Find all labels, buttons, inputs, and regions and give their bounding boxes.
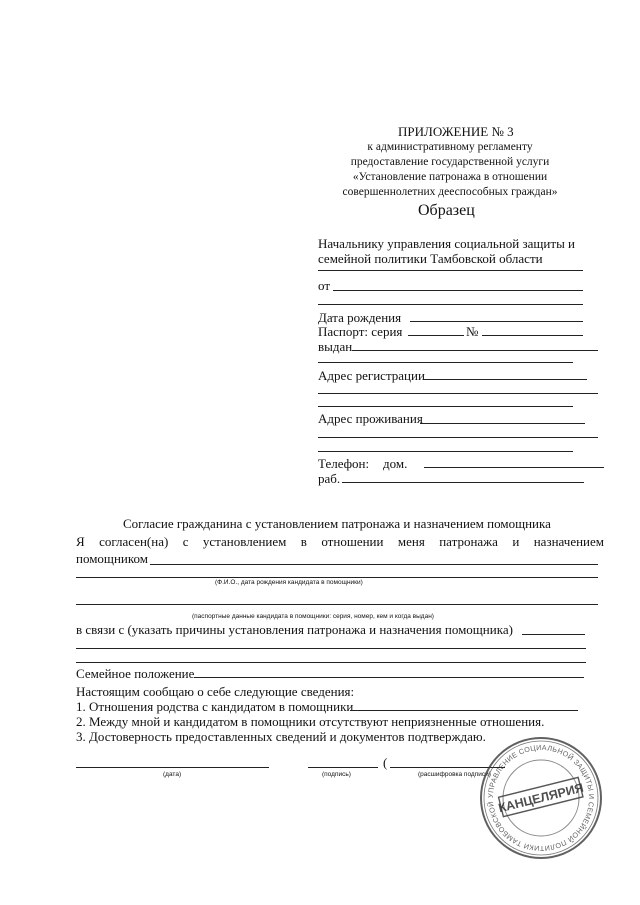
appendix-line-4: совершеннолетних дееспособных граждан» bbox=[342, 186, 558, 198]
phone-work-field[interactable] bbox=[342, 482, 584, 483]
consent-para-line-2: помощником bbox=[76, 551, 148, 566]
assistant-passport-field[interactable] bbox=[76, 604, 598, 605]
reg-address-field-3[interactable] bbox=[318, 406, 573, 407]
appendix-line-3: «Установление патронажа в отношении bbox=[352, 171, 548, 183]
phone-work-label: раб. bbox=[318, 471, 341, 486]
phone-home-label: дом. bbox=[383, 456, 408, 471]
from-field[interactable] bbox=[333, 290, 583, 291]
addressee-line-1: Начальнику управления социальной защиты и bbox=[318, 236, 576, 251]
reg-address-label: Адрес регистрации bbox=[318, 368, 425, 383]
issued-field-2[interactable] bbox=[318, 362, 573, 363]
info-item-3: 3. Достоверность предоставленных сведений и документов подтверждаю. bbox=[76, 729, 486, 744]
passport-series-field[interactable] bbox=[408, 335, 464, 336]
appendix-title: ПРИЛОЖЕНИЕ № 3 bbox=[398, 124, 514, 139]
info-intro: Настоящим сообщаю о себе следующие сведения: bbox=[76, 684, 355, 699]
signature-field[interactable] bbox=[308, 767, 378, 768]
addressee-blank[interactable] bbox=[318, 270, 583, 271]
reg-address-field[interactable] bbox=[424, 379, 587, 380]
stamp-ring-text: УПРАВЛЕНИЕ СОЦИАЛЬНОЙ ЗАЩИТЫ И СЕМЕЙНОЙ ПОЛИТИКИ ТАМБОВСКОЙ bbox=[485, 742, 597, 854]
consent-para-line-1: Я согласен(на) с установлением в отношении меня патронажа и назначением bbox=[76, 534, 604, 549]
info-item-1: 1. Отношения родства с кандидатом в помощники bbox=[76, 699, 354, 714]
family-status-field[interactable] bbox=[194, 677, 584, 678]
phone-home-field[interactable] bbox=[424, 467, 604, 468]
decode-caption: (расшифровка подписи) bbox=[418, 771, 491, 778]
from-field-2[interactable] bbox=[318, 304, 583, 305]
info-item-2: 2. Между мной и кандидатом в помощники отсутствуют неприязненные отношения. bbox=[76, 714, 545, 729]
passport-number-field[interactable] bbox=[482, 335, 583, 336]
stamp-center-text: КАНЦЕЛЯРИЯ bbox=[496, 780, 586, 816]
decode-open-paren: ( bbox=[383, 755, 388, 770]
reason-label: в связи с (указать причины установления патронажа и назначения помощника) bbox=[76, 622, 513, 637]
date-field[interactable] bbox=[76, 767, 269, 768]
birth-date-field[interactable] bbox=[410, 321, 583, 322]
family-status-label: Семейное положение bbox=[76, 666, 195, 681]
issued-field[interactable] bbox=[352, 350, 598, 351]
office-stamp bbox=[478, 735, 604, 861]
live-address-field-3[interactable] bbox=[318, 451, 573, 452]
consent-title: Согласие гражданина с установлением патронажа и назначением помощника bbox=[123, 516, 551, 531]
stamp-graphic bbox=[478, 735, 604, 861]
addressee-line-2: семейной политики Тамбовской области bbox=[318, 251, 543, 266]
issued-label: выдан bbox=[318, 339, 353, 354]
sample-label: Образец bbox=[418, 202, 475, 219]
birth-date-label: Дата рождения bbox=[318, 310, 402, 325]
assistant-name-field[interactable] bbox=[150, 564, 598, 565]
live-address-field[interactable] bbox=[420, 423, 585, 424]
caption-fio: (Ф.И.О., дата рождения кандидата в помощники) bbox=[215, 579, 363, 586]
assistant-name-field-2[interactable] bbox=[76, 577, 598, 578]
passport-number-label: № bbox=[466, 324, 479, 339]
from-label: от bbox=[318, 278, 331, 293]
appendix-line-1: к административному регламенту bbox=[367, 141, 533, 153]
caption-passport: (паспортные данные кандидата в помощники: серия, номер, кем и когда выдан) bbox=[192, 613, 434, 620]
relation-field[interactable] bbox=[350, 710, 578, 711]
phone-label: Телефон: bbox=[318, 456, 370, 471]
live-address-field-2[interactable] bbox=[318, 437, 598, 438]
passport-series-label: Паспорт: серия bbox=[318, 324, 403, 339]
appendix-line-2: предоставление государственной услуги bbox=[350, 156, 550, 168]
reason-field-2[interactable] bbox=[76, 648, 586, 649]
reg-address-field-2[interactable] bbox=[318, 393, 598, 394]
signature-caption: (подпись) bbox=[322, 771, 351, 778]
reason-field[interactable] bbox=[522, 634, 585, 635]
appendix-subtitle bbox=[330, 140, 570, 200]
date-caption: (дата) bbox=[163, 771, 182, 778]
live-address-label: Адрес проживания bbox=[318, 411, 423, 426]
reason-field-3[interactable] bbox=[76, 662, 586, 663]
